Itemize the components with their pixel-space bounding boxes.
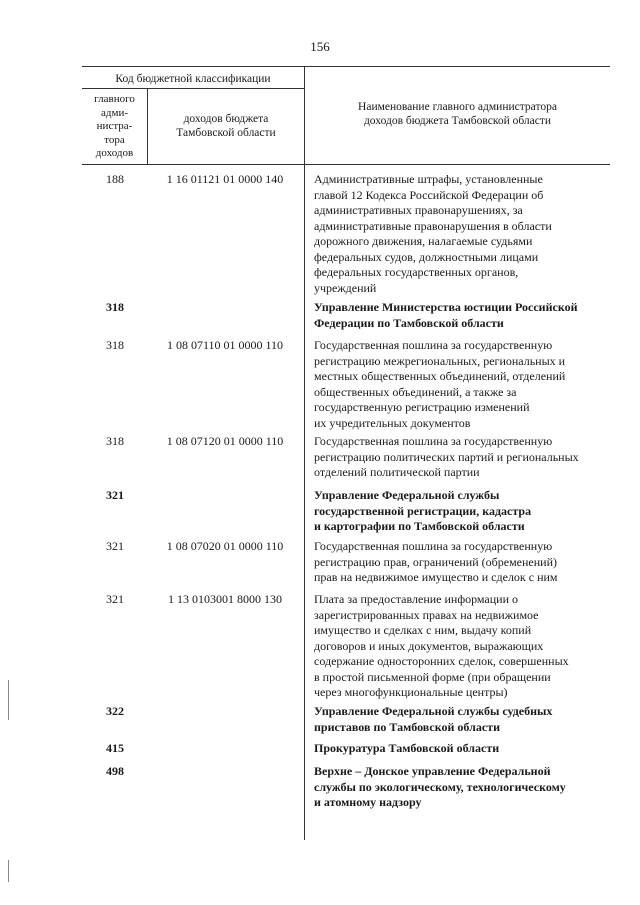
admin-name: Государственная пошлина за государственную регистрацию межрегиональных, региональных и местных общественных объединений, отделений общественных объединений, а также за государственную регистрацию изменений их учредительных документов [314,338,566,430]
body-col-divider [304,164,305,840]
income-code: 1 13 0103001 8000 130 [168,592,282,606]
classification-title: Код бюджетной классификации [115,73,271,85]
income-code: 1 08 07020 01 0000 110 [166,539,284,553]
admin-name: Управление Федеральной службы судебных приставов по Тамбовской области [314,704,553,734]
admin-name: Прокуратура Тамбовской области [314,741,500,755]
income-code-header: доходов бюджета Тамбовской области [176,113,276,139]
admin-code-header: главного адми- нистра- тора доходов [94,93,135,159]
admin-name: Верхне – Донское управление Федеральной службы по экологическому, технологическому и атомному надзору [314,764,566,809]
admin-code: 415 [106,741,124,755]
admin-code: 321 [106,539,124,553]
admin-name: Управление Министерства юстиции Российской Федерации по Тамбовской области [314,300,578,330]
header-top-border [82,66,610,67]
income-code: 1 08 07120 01 0000 110 [166,434,284,448]
admin-name: Административные штрафы, установленные главой 12 Кодекса Российской Федерации об административных правонарушениях, за административные правонарушения в области дорожного движения, налагаемые судьями федеральных судов, должностными лицами федеральных государственных органов, учреждений [314,172,552,295]
income-code: 1 16 01121 01 0000 140 [166,172,284,186]
admin-code: 322 [106,704,124,718]
admin-code: 498 [106,764,124,778]
admin-code: 318 [106,338,124,352]
admin-name: Плата за предоставление информации о зарегистрированных правах на недвижимое имущество и сделках с ним, выдачу копий договоров и иных документов, выражающих содержание односторонних сделок, совершенных в простой письменной форме (при обращении через многофункциональные центры) [314,592,569,699]
income-code: 1 08 07110 01 0000 110 [166,338,284,352]
admin-code: 318 [106,434,124,448]
admin-code: 188 [106,172,124,186]
admin-code: 318 [106,300,124,314]
admin-name: Государственная пошлина за государственную регистрацию прав, ограничений (обременений) прав на недвижимое имущество и сделок с ним [314,539,558,584]
admin-name: Управление Федеральной службы государственной регистрации, кадастра и картографии по Тамбовской области [314,488,532,533]
scan-artifact [8,680,9,720]
admin-name: Государственная пошлина за государственную регистрацию политических партий и региональных отделений политической партии [314,434,579,479]
admin-code: 321 [106,592,124,606]
name-header: Наименование главного администратора доходов бюджета Тамбовской области [358,101,557,127]
scan-artifact [8,860,9,882]
classification-divider [82,88,304,89]
page-number: 156 [310,39,330,54]
header-bottom-border [82,164,610,165]
admin-code: 321 [106,488,124,502]
